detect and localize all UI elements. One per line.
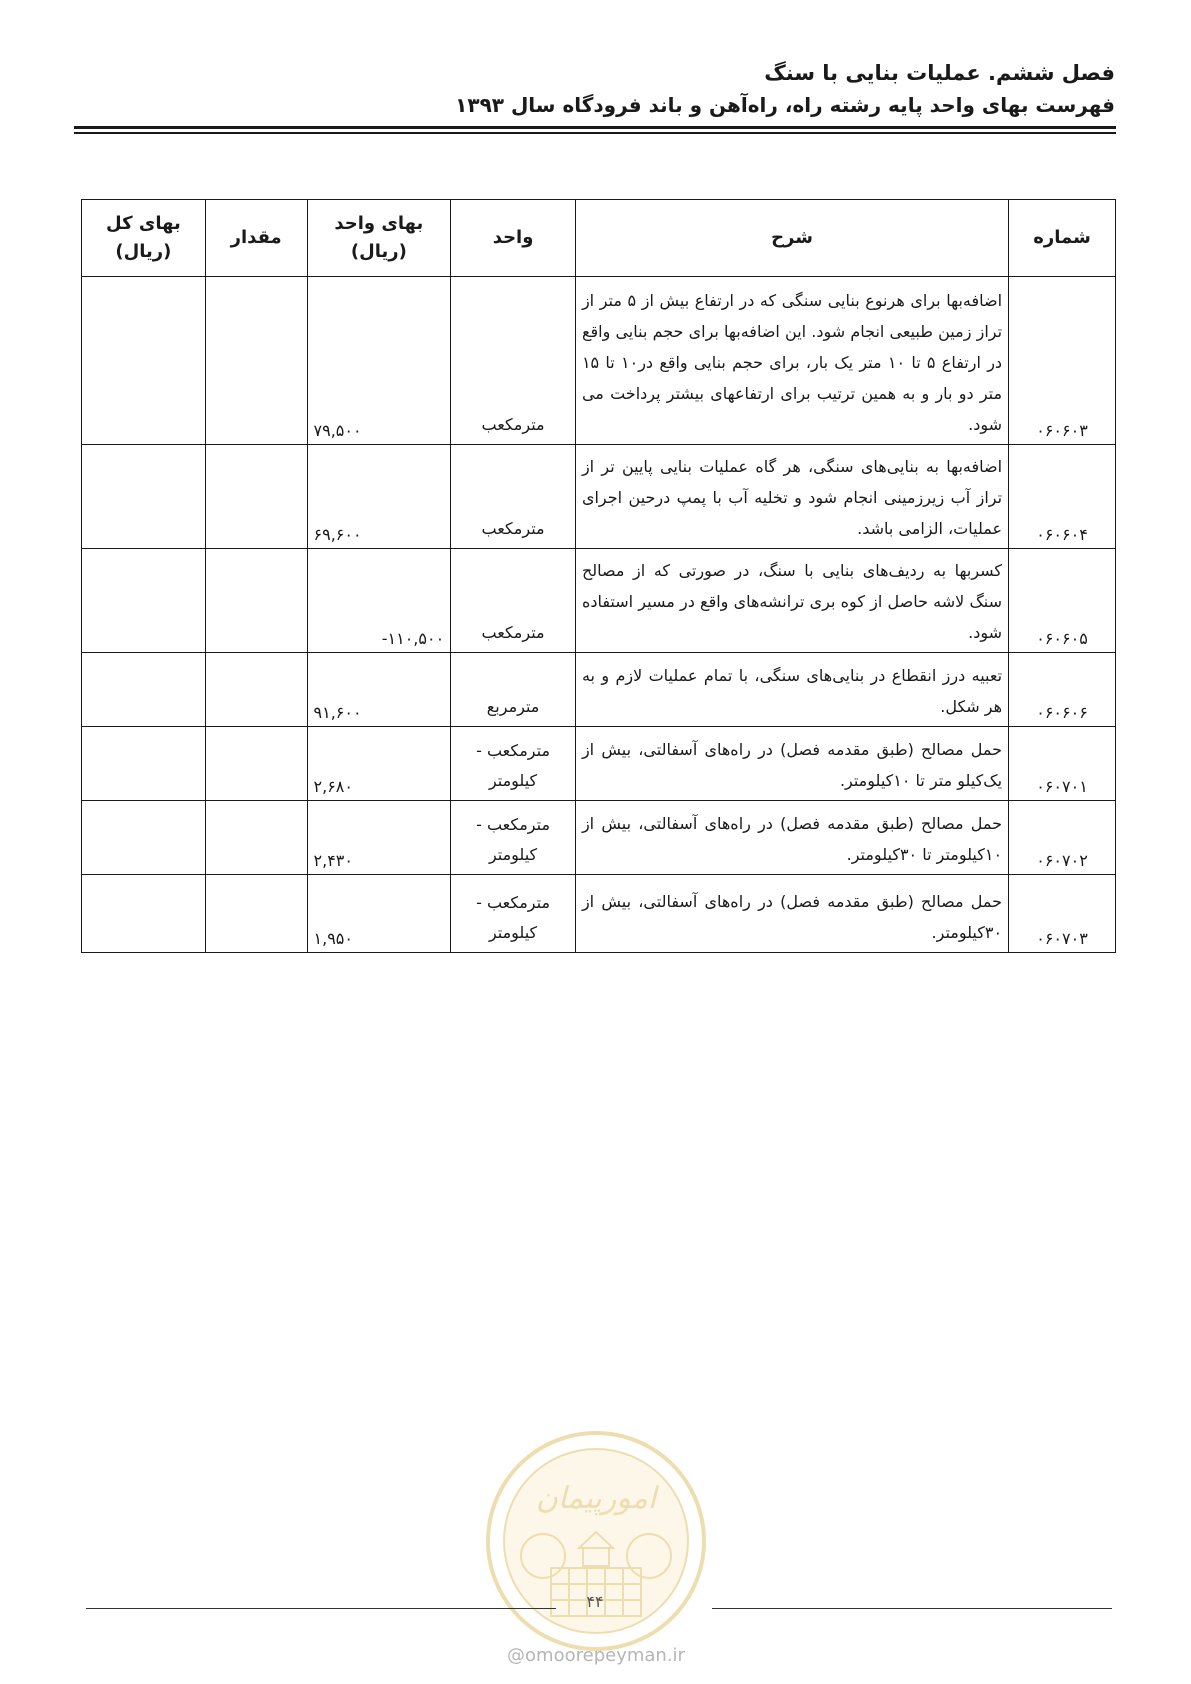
- footer-rule-right: [712, 1608, 1112, 1609]
- table-row: [82, 277, 1116, 445]
- header-rule-thick: [74, 126, 1116, 129]
- watermark-logo-text: امورپیمان: [535, 1481, 657, 1516]
- table-row: [82, 549, 1116, 653]
- item-unit-price: ۷۹,۵۰۰: [307, 277, 451, 445]
- column-header-unit-price: [307, 200, 451, 277]
- item-number: ۰۶۰۷۰۲: [1009, 801, 1116, 875]
- column-header-quantity: مقدار: [205, 200, 307, 277]
- watermark-logo: [483, 1428, 709, 1654]
- item-number: ۰۶۰۶۰۳: [1009, 277, 1116, 445]
- page-number: ۴۴: [586, 1592, 604, 1611]
- table-row: [82, 445, 1116, 549]
- item-unit-price: ۲,۴۳۰: [307, 801, 451, 875]
- item-number: ۰۶۰۷۰۱: [1009, 727, 1116, 801]
- item-quantity: [205, 445, 307, 549]
- item-unit: مترمکعب: [451, 549, 576, 653]
- page-header: [75, 58, 1115, 120]
- item-description: کسربها به ردیف‌های بنایی با سنگ، در صورتی که از مصالح سنگ لاشه حاصل از کوه بری ترانشه‌های واقع در مسیر استفاده شود.: [575, 549, 1008, 653]
- item-description: اضافه‌بها برای هرنوع بنایی سنگی که در ارتفاع بیش از ۵ متر از تراز زمین طبیعی انجام شود. این اضافه‌بها برای حجم بنایی واقع در ارتفاع ۵ تا ۱۰ متر یک بار، برای حجم بنایی واقع در۱۰ تا ۱۵ متر دو بار و به همین ترتیب برای ارتفاعهای بیشتر پرداخت می شود.: [575, 277, 1008, 445]
- column-header-unit: واحد: [451, 200, 576, 277]
- table-row: [82, 801, 1116, 875]
- item-total-price: [82, 727, 206, 801]
- item-quantity: [205, 549, 307, 653]
- item-unit: مترمکعب: [451, 445, 576, 549]
- unit-price-currency: (ریال): [350, 241, 407, 262]
- at-icon: @: [507, 1645, 526, 1666]
- item-description: حمل مصالح (طبق مقدمه فصل) در راه‌های آسفالتی، بیش از ۳۰کیلومتر.: [575, 875, 1008, 953]
- item-description: تعبیه درز انقطاع در بنایی‌های سنگی، با تمام عملیات لازم و به هر شکل.: [575, 653, 1008, 727]
- column-header-number: شماره: [1009, 200, 1116, 277]
- item-number: ۰۶۰۶۰۶: [1009, 653, 1116, 727]
- item-unit-price: ۲,۶۸۰: [307, 727, 451, 801]
- item-description: حمل مصالح (طبق مقدمه فصل) در راه‌های آسفالتی، بیش از یک‌کیلو متر تا ۱۰کیلومتر.: [575, 727, 1008, 801]
- item-unit-price: -۱۱۰,۵۰۰: [307, 549, 451, 653]
- table-row: [82, 727, 1116, 801]
- item-total-price: [82, 277, 206, 445]
- item-unit: مترمکعب - کیلومتر: [451, 801, 576, 875]
- footer-rule-left: [86, 1608, 556, 1609]
- site-url: @omoorepeyman.ir: [507, 1645, 685, 1666]
- total-price-currency: (ریال): [115, 241, 172, 262]
- item-number: ۰۶۰۶۰۴: [1009, 445, 1116, 549]
- column-header-description: شرح: [575, 200, 1008, 277]
- item-total-price: [82, 801, 206, 875]
- item-total-price: [82, 445, 206, 549]
- item-quantity: [205, 727, 307, 801]
- item-total-price: [82, 549, 206, 653]
- item-unit: مترمربع: [451, 653, 576, 727]
- item-unit-price: ۶۹,۶۰۰: [307, 445, 451, 549]
- item-quantity: [205, 653, 307, 727]
- item-description: حمل مصالح (طبق مقدمه فصل) در راه‌های آسفالتی، بیش از ۱۰کیلومتر تا ۳۰کیلومتر.: [575, 801, 1008, 875]
- table-row: [82, 653, 1116, 727]
- item-quantity: [205, 801, 307, 875]
- item-quantity: [205, 277, 307, 445]
- header-rule-thin: [74, 132, 1116, 134]
- item-unit-price: ۹۱,۶۰۰: [307, 653, 451, 727]
- document-subtitle: فهرست بهای واحد پایه رشته راه، راه‌آهن و باند فرودگاه سال ۱۳۹۳: [455, 93, 1115, 117]
- table-header-row: [82, 200, 1116, 277]
- item-quantity: [205, 875, 307, 953]
- unit-price-label: بهای واحد: [334, 213, 424, 234]
- item-total-price: [82, 653, 206, 727]
- item-unit-price: ۱,۹۵۰: [307, 875, 451, 953]
- item-unit: مترمکعب - کیلومتر: [451, 875, 576, 953]
- item-unit: مترمکعب: [451, 277, 576, 445]
- item-unit: مترمکعب - کیلومتر: [451, 727, 576, 801]
- item-description: اضافه‌بها به بنایی‌های سنگی، هر گاه عملیات بنایی پایین تر از تراز آب زیرزمینی انجام شود و تخلیه آب با پمپ درحین اجرای عملیات، الزامی باشد.: [575, 445, 1008, 549]
- item-number: ۰۶۰۷۰۳: [1009, 875, 1116, 953]
- item-number: ۰۶۰۶۰۵: [1009, 549, 1116, 653]
- item-total-price: [82, 875, 206, 953]
- table-row: [82, 875, 1116, 953]
- column-header-total-price: [82, 200, 206, 277]
- chapter-title: فصل ششم. عملیات بنایی با سنگ: [764, 61, 1115, 85]
- price-list-table: [81, 199, 1116, 953]
- total-price-label: بهای کل: [106, 213, 181, 234]
